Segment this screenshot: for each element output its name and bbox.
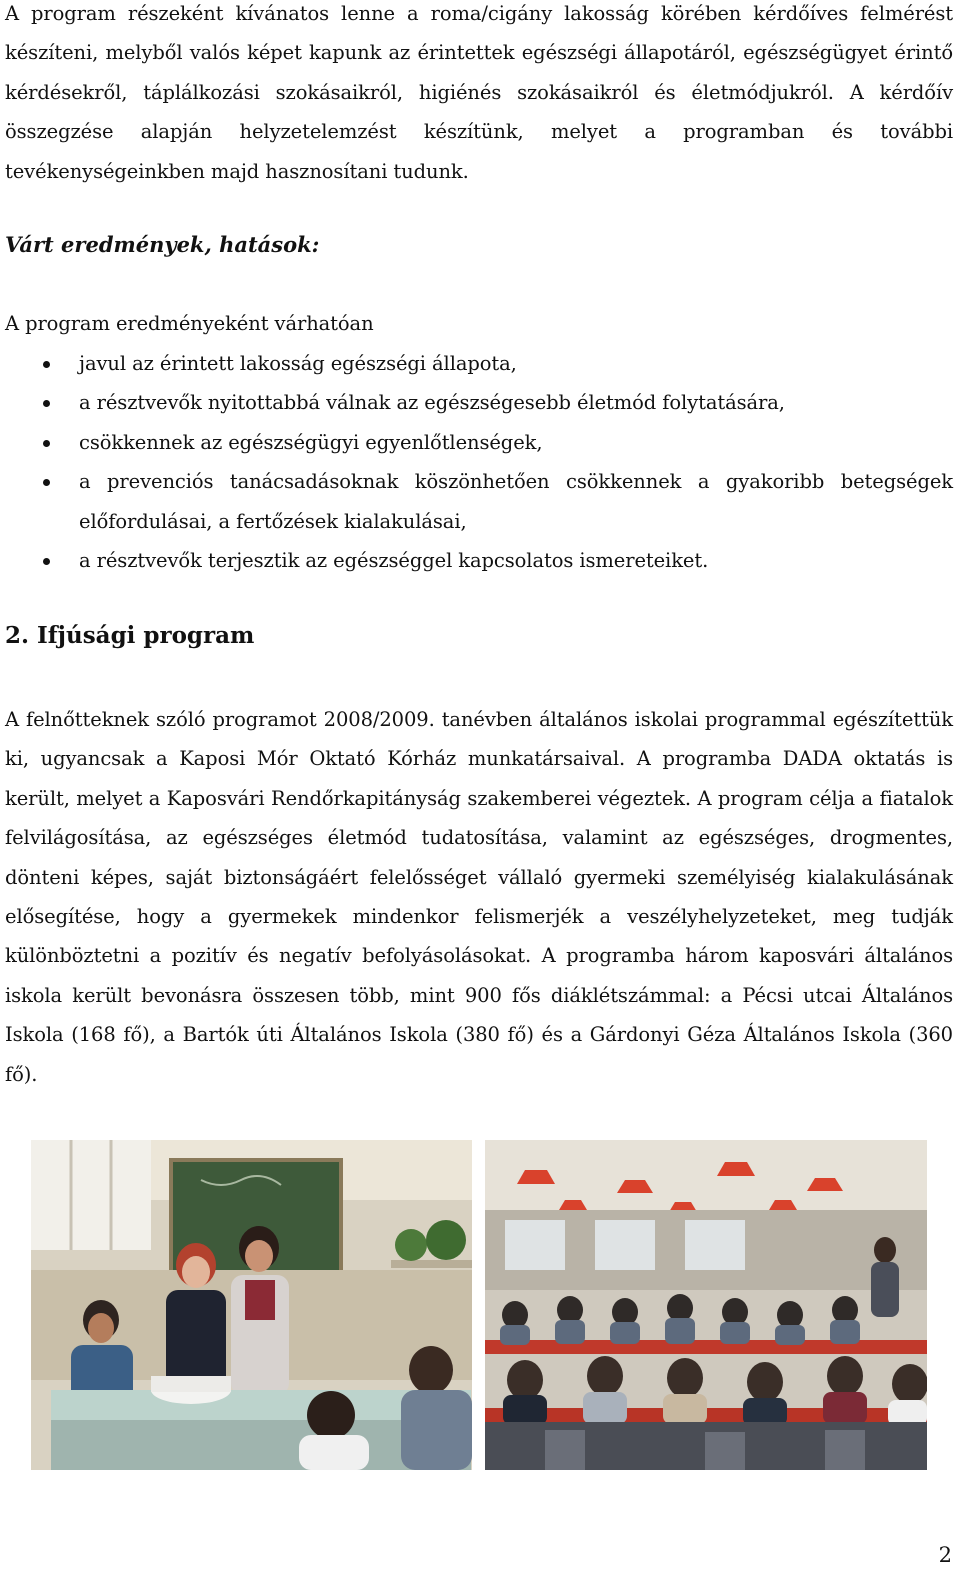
classroom-photo	[31, 1140, 472, 1470]
hall-photo	[485, 1140, 927, 1470]
list-item	[5, 423, 953, 462]
list-item-text: a résztvevők nyitottabbá válnak az egészségesebb életmód folytatására,	[79, 391, 785, 415]
bullet-icon	[43, 479, 50, 486]
results-intro: A program eredményeként várhatóan	[5, 312, 374, 335]
bullet-icon	[43, 440, 50, 447]
list-item-text: csökkennek az egészségügyi egyenlőtlenségek,	[79, 430, 543, 454]
list-item	[5, 383, 953, 422]
list-item-text: javul az érintett lakosság egészségi állapota,	[79, 352, 517, 375]
page-number: 2	[938, 1543, 952, 1567]
list-item	[5, 344, 953, 383]
expected-results-list	[5, 344, 953, 580]
bullet-icon	[43, 400, 50, 407]
list-item	[5, 541, 953, 580]
survey-paragraph: A program részeként kívánatos lenne a roma/cigány lakosság körében kérdőíves felmérést készíteni, melyből valós képet kapunk az érintettek egészségi állapotáról, egészségügyet érintő kérdésekről, táplálkozási szokásaikról, higiénés szokásaikról és életmódjukról. A kérdőív összegzése alapján helyzetelemzést készítünk, melyet a programban és további tevékenységeinkben majd hasznosítani tudunk.	[5, 2, 953, 183]
list-item-text: a résztvevők terjesztik az egészséggel kapcsolatos ismereteiket.	[79, 549, 709, 573]
bullet-icon	[43, 558, 50, 565]
youth-program-heading: 2. Ifjúsági program	[5, 622, 255, 649]
list-item	[5, 462, 953, 541]
bullet-icon	[43, 361, 50, 368]
youth-program-paragraph: A felnőtteknek szóló programot 2008/2009. tanévben általános iskolai programmal egészítettük ki, ugyancsak a Kaposi Mór Oktató Kórház munkatársaival. A programba DADA oktatás is került, melyet a Kaposvári Rendőrkapitányság szakemberei végeztek. A program célja a fiatalok felvilágosítása, az egészséges életmód tudatosítása, valamint az egészséges, drogmentes, dönteni képes, saját biztonságáért felelősséget vállaló gyermeki személyiség kialakulásának elősegítése, hogy a gyermekek mindenkor felismerjék a veszélyhelyzeteket, meg tudják különböztetni a pozitív és negatív befolyásolásokat. A programba három kaposvári általános iskola került bevonásra összesen több, mint 900 fős diáklétszámmal: a Pécsi utcai Általános Iskola (168 fő), a Bartók úti Általános Iskola (380 fő) és a Gárdonyi Géza Általános Iskola (360 fő).	[5, 708, 953, 1086]
expected-results-heading: Várt eredmények, hatások:	[5, 232, 320, 257]
list-item-text: a prevenciós tanácsadásoknak köszönhetően csökkennek a gyakoribb betegségek előfordulásai, a fertőzések kialakulásai,	[79, 470, 953, 533]
